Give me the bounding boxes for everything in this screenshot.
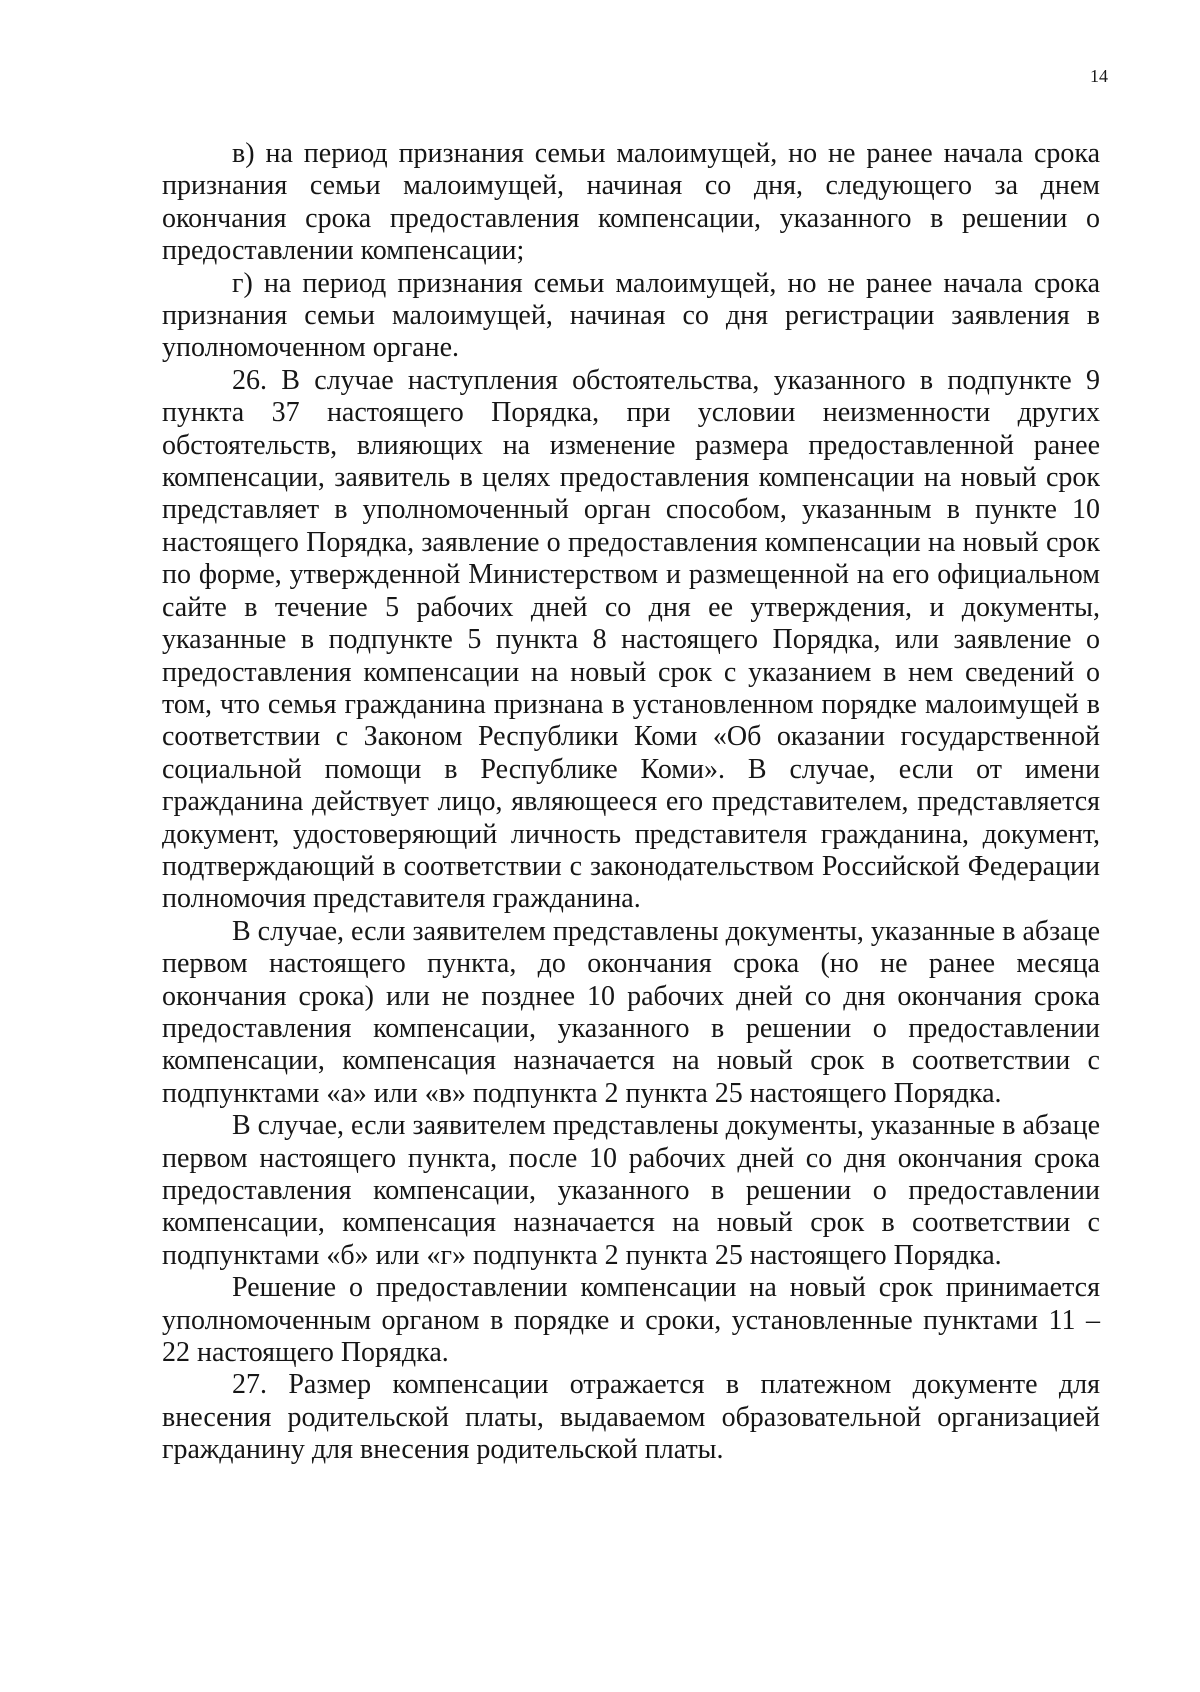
paragraph-item-26-case-before-deadline: В случае, если заявителем представлены документы, указанные в абзаце первом настоящего пункта, до окончания срока (но не ранее месяца окончания срока) или не позднее 10 рабочих дней со дня окончания срока предоставления компенсации, указанного в решении о предоставлении компенсации, компенсация назначается на новый срок в соответствии с подпунктами «а» или «в» подпункта 2 пункта 25 настоящего Порядка. bbox=[162, 915, 1101, 1109]
paragraph-item-26-decision: Решение о предоставлении компенсации на новый срок принимается уполномоченным органом в порядке и сроки, установленные пунктами 11 – 22 настоящего Порядка. bbox=[162, 1272, 1100, 1369]
paragraph-subitem-g: г) на период признания семьи малоимущей, но не ранее начала срока признания семьи малоимущей, начиная со дня регистрации заявления в уполномоченном органе. bbox=[162, 267, 1100, 364]
paragraph-item-27: 27. Размер компенсации отражается в платежном документе для внесения родительской платы, выдаваемом образовательной организацией гражданину для внесения родительской платы. bbox=[162, 1369, 1100, 1466]
page-number: 14 bbox=[1090, 66, 1108, 86]
paragraph-item-26-case-after-deadline: В случае, если заявителем представлены документы, указанные в абзаце первом настоящего пункта, после 10 рабочих дней со дня окончания срока предоставления компенсации, указанного в решении о предоставлении компенсации, компенсация назначается на новый срок в соответствии с подпунктами «б» или «г» подпункта 2 пункта 25 настоящего Порядка. bbox=[162, 1110, 1101, 1271]
document-body bbox=[162, 138, 1100, 1467]
paragraph-subitem-v: в) на период признания семьи малоимущей, но не ранее начала срока признания семьи малоимущей, начиная со дня, следующего за днем окончания срока предоставления компенсации, указанного в решении о предоставлении компенсации; bbox=[162, 138, 1100, 267]
paragraph-item-26: 26. В случае наступления обстоятельства, указанного в подпункте 9 пункта 37 настоящего Порядка, при условии неизменности других обстоятельств, влияющих на изменение размера предоставленной ранее компенсации, заявитель в целях предоставления компенсации на новый срок представляет в уполномоченный орган способом, указанным в пункте 10 настоящего Порядка, заявление о предоставления компенсации на новый срок по форме, утвержденной Министерством и размещенной на его официальном сайте в течение 5 рабочих дней со дня ее утверждения, и документы, указанные в подпункте 5 пункта 8 настоящего Порядка, или заявление о предоставления компенсации на новый срок с указанием в нем сведений о том, что семья гражданина признана в установленном порядке малоимущей в соответствии с Законом Республики Коми «Об оказании государственной социальной помощи в Республике Коми». В случае, если от имени гражданина действует лицо, являющееся его представителем, представляется документ, удостоверяющий личность представителя гражданина, документ, подтверждающий в соответствии с законодательством Российской Федерации полномочия представителя гражданина. bbox=[162, 364, 1100, 915]
